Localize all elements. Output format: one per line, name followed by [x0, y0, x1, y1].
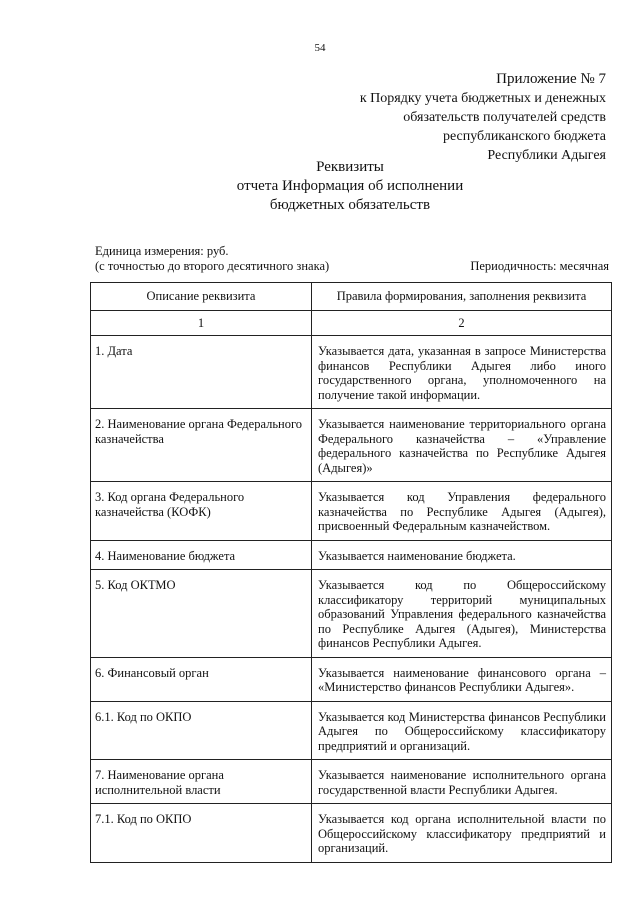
requisite-rule: Указывается код Министерства финансов Республики Адыгея по Общероссийскому классификатору предприятий и организаций. — [312, 701, 612, 760]
page-number: 54 — [314, 42, 326, 54]
table-row — [91, 409, 612, 482]
requisite-rule: Указывается наименование территориального органа Федерального казначейства – «Управление федерального казначейства по Республике Адыгея (Адыгея)» — [312, 409, 612, 482]
appendix-title: Приложение № 7 — [496, 71, 606, 87]
document-title-line: бюджетных обязательств — [269, 197, 431, 213]
table-row — [91, 570, 612, 658]
document-title — [200, 158, 500, 215]
column-header-description: Описание реквизита — [91, 283, 312, 311]
column-header-rules: Правила формирования, заполнения реквизита — [312, 283, 612, 311]
requisite-description: 3. Код органа Федерального казначейства (КОФК) — [91, 482, 312, 541]
requisite-rule: Указывается код органа исполнительной власти по Общероссийскому классификатору предприятий и организаций. — [312, 804, 612, 863]
column-number: 2 — [312, 311, 612, 336]
table-row — [91, 657, 612, 701]
requisite-description: 7. Наименование органа исполнительной власти — [91, 760, 312, 804]
appendix-line: Республики Адыгея — [487, 148, 606, 163]
table-row — [91, 540, 612, 570]
requisite-rule: Указывается код Управления федерального казначейства по Республике Адыгея (Адыгея), присвоенный Федеральным казначейством. — [312, 482, 612, 541]
report-meta — [95, 244, 609, 274]
column-number: 1 — [91, 311, 312, 336]
requisite-description: 6. Финансовый орган — [91, 657, 312, 701]
requisite-description: 5. Код ОКТМО — [91, 570, 312, 658]
requisite-description: 2. Наименование органа Федерального казначейства — [91, 409, 312, 482]
appendix-line: обязательств получателей средств — [403, 110, 606, 125]
requisite-rule: Указывается наименование исполнительного органа государственной власти Республики Адыгея. — [312, 760, 612, 804]
document-title-line: Реквизиты — [316, 159, 384, 175]
periodicity: Периодичность: месячная — [470, 259, 609, 273]
table-row — [91, 482, 612, 541]
precision-note: (с точностью до второго десятичного знака) — [95, 259, 330, 273]
appendix-line: к Порядку учета бюджетных и денежных — [359, 91, 606, 106]
requisite-rule: Указывается наименование бюджета. — [312, 540, 612, 570]
requisite-description: 1. Дата — [91, 336, 312, 409]
requisite-description: 6.1. Код по ОКПО — [91, 701, 312, 760]
requisite-rule: Указывается код по Общероссийскому классификатору территорий муниципальных образований Управления федерального казначейства по Республике Адыгея (Адыгея), Министерства финансов Республики Адыгея. — [312, 570, 612, 658]
table-row — [91, 804, 612, 863]
document-title-line: отчета Информация об исполнении — [236, 178, 464, 194]
requisites-table — [90, 282, 612, 863]
table-row — [91, 760, 612, 804]
column-number-row — [91, 311, 612, 336]
requisite-description: 4. Наименование бюджета — [91, 540, 312, 570]
unit-of-measure: Единица измерения: руб. — [95, 244, 229, 258]
requisite-rule: Указывается дата, указанная в запросе Министерства финансов Республики Адыгея либо иного государственного органа, уполномоченного на получение такой информации. — [312, 336, 612, 409]
requisite-rule: Указывается наименование финансового органа – «Министерство финансов Республики Адыгея». — [312, 657, 612, 701]
table-row — [91, 336, 612, 409]
requisite-description: 7.1. Код по ОКПО — [91, 804, 312, 863]
table-row — [91, 701, 612, 760]
appendix-line: республиканского бюджета — [442, 129, 606, 144]
appendix-header — [360, 70, 606, 165]
table-header-row — [91, 283, 612, 311]
